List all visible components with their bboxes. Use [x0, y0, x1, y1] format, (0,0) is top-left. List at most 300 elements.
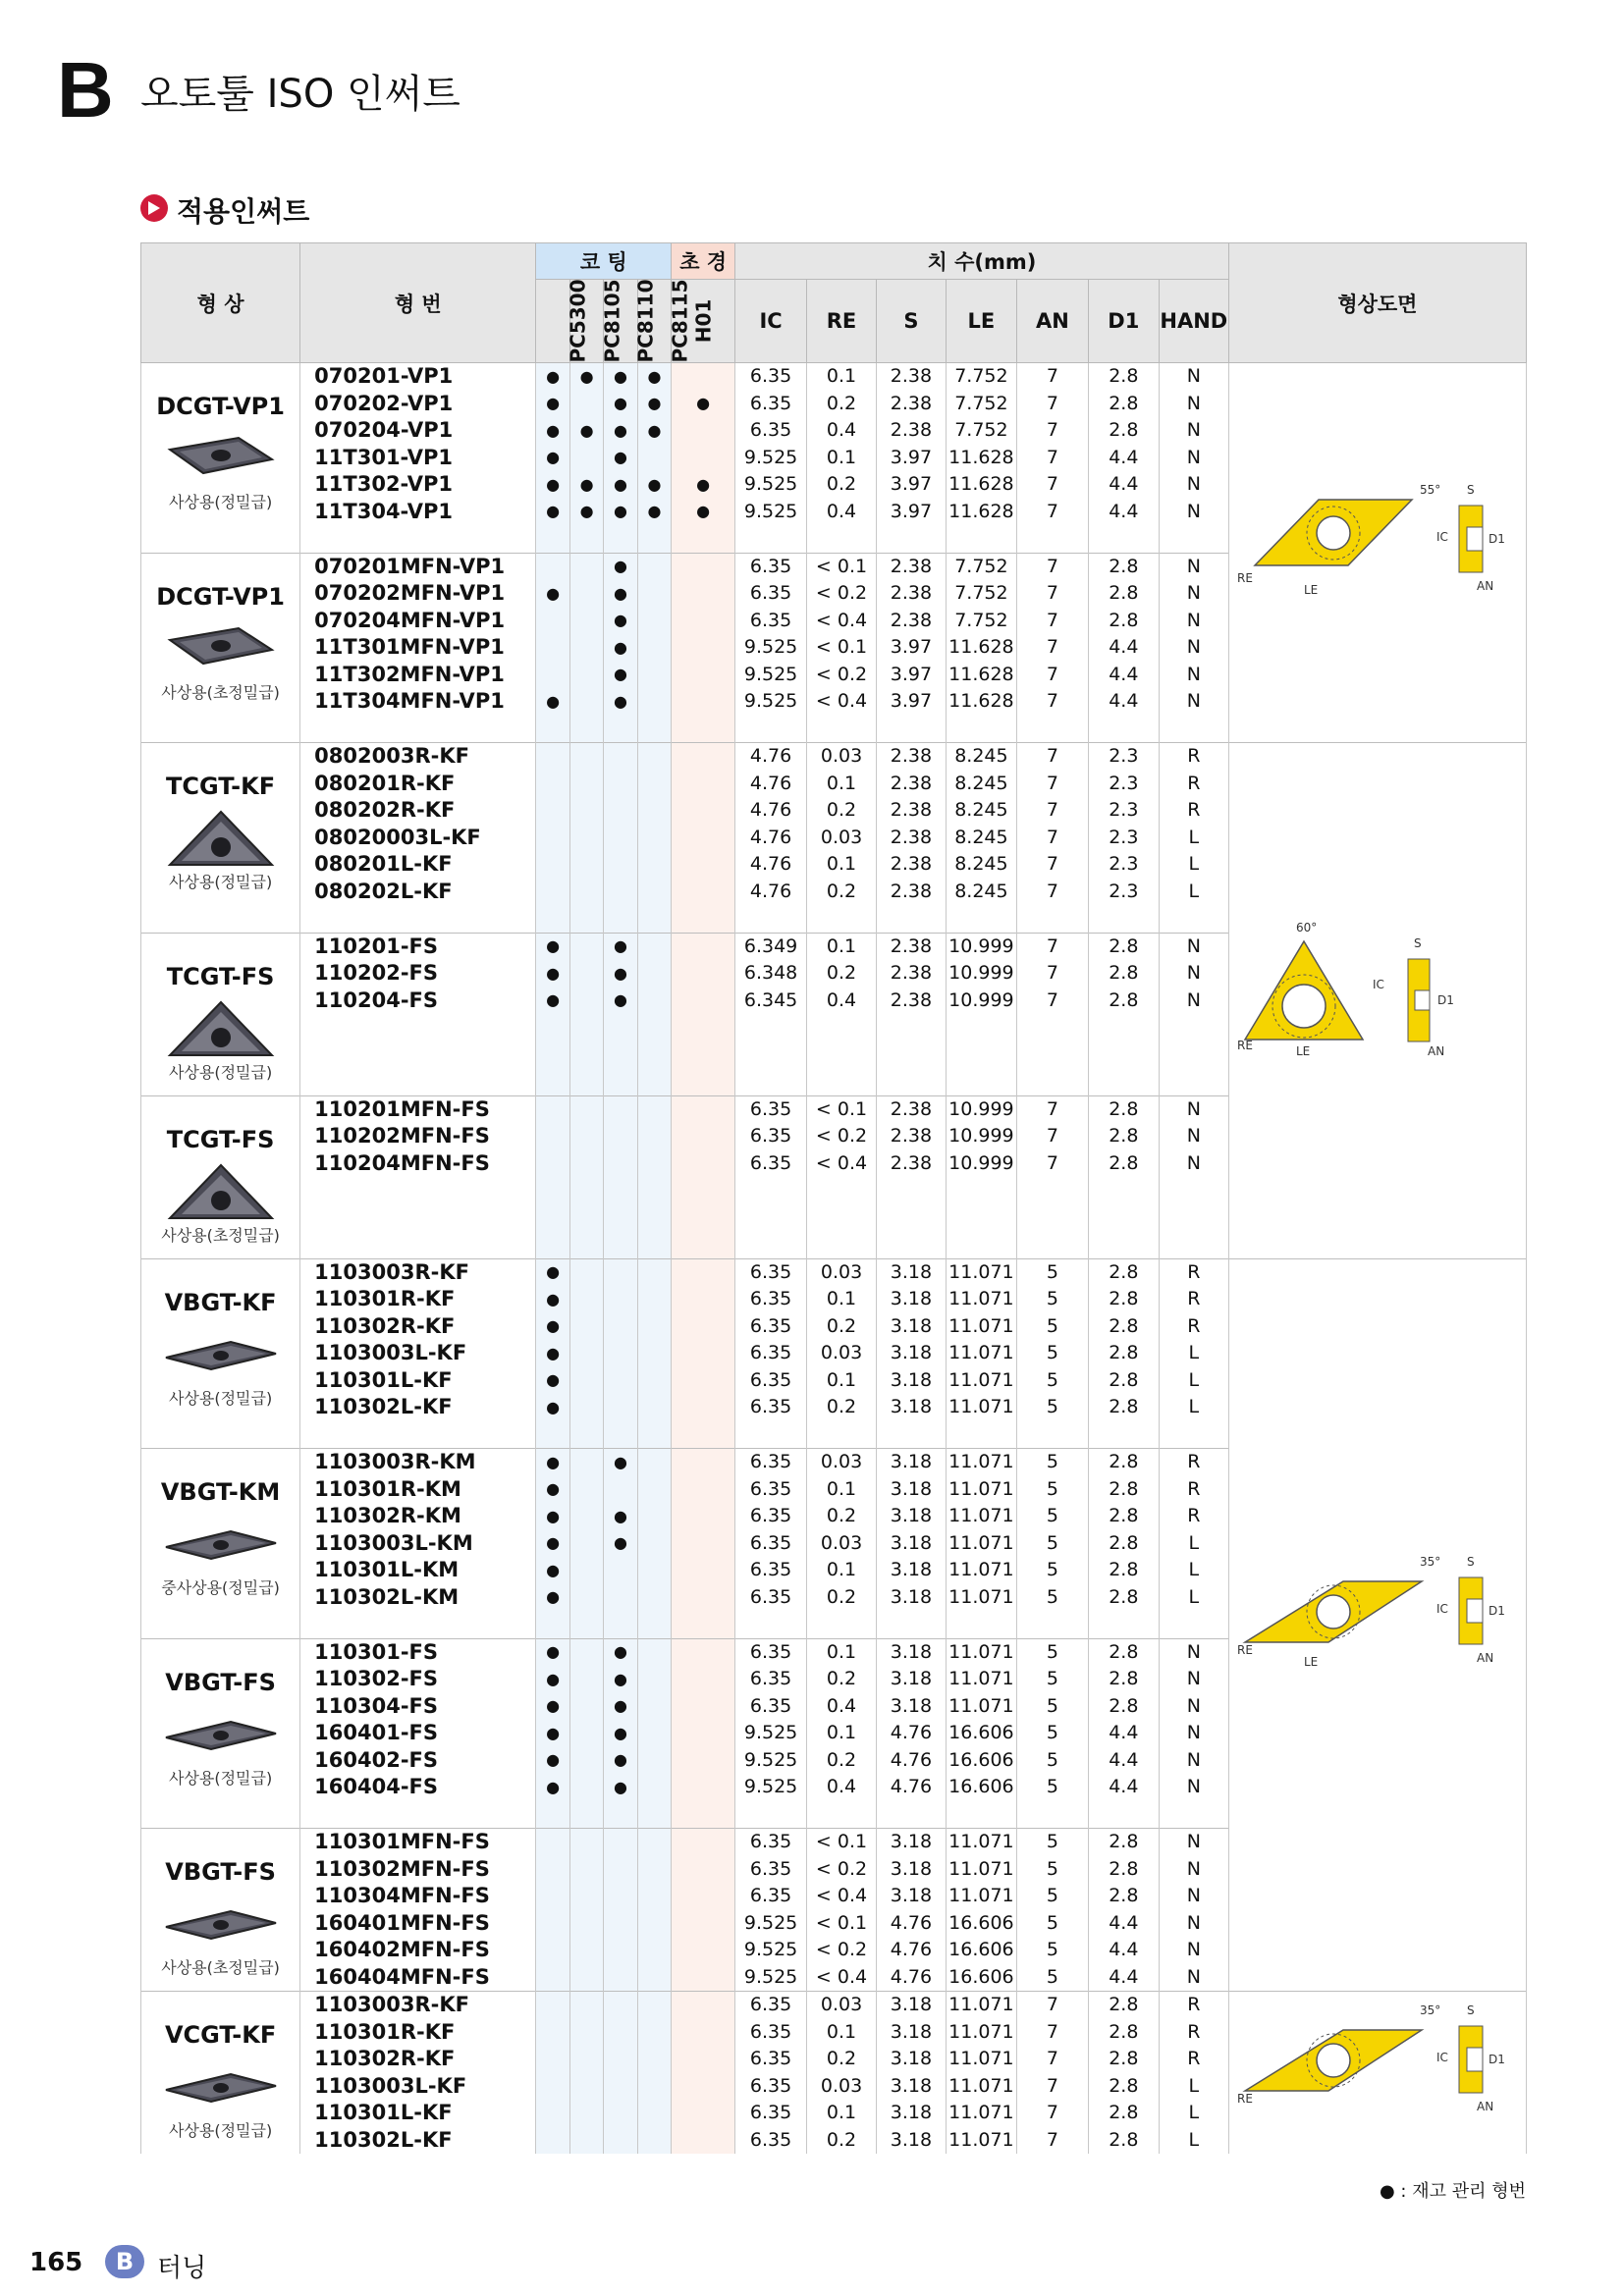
- grade-availability: [604, 797, 637, 825]
- grade-availability: [604, 2127, 637, 2155]
- grade-availability: ●: [672, 391, 735, 418]
- grade-availability: [637, 1068, 671, 1095]
- section-title: 적용인써트: [177, 195, 310, 228]
- grade-availability: ●: [536, 391, 569, 418]
- dimension-value: 2.8: [1088, 363, 1159, 391]
- grade-availability: [672, 363, 735, 391]
- grade-availability: ●: [536, 1557, 569, 1584]
- grade-availability: [536, 905, 569, 933]
- grade-availability: [536, 1177, 569, 1204]
- grade-availability: ●: [637, 417, 671, 445]
- chapter-letter: B: [57, 46, 114, 133]
- dimension-value: 4.76: [735, 825, 807, 852]
- dimension-value: 2.3: [1088, 743, 1159, 771]
- dimension-value: 4.4: [1088, 445, 1159, 472]
- part-number: 160404MFN-FS: [300, 1964, 536, 1992]
- dimension-value: 7: [1016, 825, 1088, 852]
- dimension-value: [876, 525, 946, 553]
- dimension-value: 0.2: [807, 797, 877, 825]
- grade-availability: [569, 905, 603, 933]
- chapter-title: 오토툴 ISO 인써트: [140, 72, 460, 117]
- drawing-label: AN: [1427, 1044, 1445, 1059]
- drawing-cell: [1228, 743, 1526, 1259]
- dimension-value: 6.35: [735, 1557, 807, 1584]
- dimension-value: 11.628: [946, 634, 1016, 662]
- insert-type-name: VBGT-FS: [165, 1668, 276, 1696]
- bullet-arrow-icon: [140, 194, 168, 222]
- dimension-value: L: [1159, 2100, 1228, 2127]
- dimension-value: 0.03: [807, 1530, 877, 1558]
- dimension-value: < 0.4: [807, 1964, 877, 1992]
- dimension-value: 2.38: [876, 825, 946, 852]
- dimension-value: 11.071: [946, 1286, 1016, 1313]
- grade-availability: ●: [604, 662, 637, 689]
- dimension-value: 0.4: [807, 417, 877, 445]
- grade-availability: [637, 1829, 671, 1856]
- dimension-value: 2.8: [1088, 391, 1159, 418]
- grade-availability: [637, 1503, 671, 1530]
- drawing-label: AN: [1476, 2099, 1494, 2113]
- grade-availability: [637, 2100, 671, 2127]
- grade-availability: [672, 1557, 735, 1584]
- grade-availability: [604, 1014, 637, 1041]
- dimension-value: [1088, 1801, 1159, 1829]
- grade-availability: [569, 1476, 603, 1504]
- part-number: 110201MFN-FS: [300, 1095, 536, 1123]
- dimension-value: 6.35: [735, 2127, 807, 2155]
- dimension-value: 2.8: [1088, 960, 1159, 988]
- grade-availability: [536, 2046, 569, 2073]
- grade-availability: ●: [569, 471, 603, 499]
- drawing-label: RE: [1236, 571, 1253, 585]
- grade-availability: [672, 662, 735, 689]
- dimension-value: 9.525: [735, 662, 807, 689]
- dimension-value: < 0.2: [807, 580, 877, 608]
- drawing-label: IC: [1435, 530, 1448, 544]
- drawing-header: 형상도면: [1228, 243, 1526, 363]
- dimension-value: N: [1159, 1883, 1228, 1910]
- dimension-value: 0.1: [807, 933, 877, 960]
- dimension-value: 2.38: [876, 1123, 946, 1150]
- part-number: 080201L-KF: [300, 851, 536, 879]
- dimension-value: 0.1: [807, 1367, 877, 1395]
- grade-availability: [637, 445, 671, 472]
- dimension-value: 7: [1016, 2019, 1088, 2047]
- dimension-value: 3.97: [876, 662, 946, 689]
- dimension-value: 4.76: [735, 771, 807, 798]
- grade-availability: ●: [536, 688, 569, 716]
- part-number: 110301R-KF: [300, 2019, 536, 2047]
- dimension-value: 6.35: [735, 2019, 807, 2047]
- part-number: 110302R-KF: [300, 1313, 536, 1341]
- dimension-value: 2.38: [876, 1095, 946, 1123]
- insert-shape-cell: [141, 1095, 300, 1258]
- dimension-value: 0.03: [807, 825, 877, 852]
- dimension-value: 3.97: [876, 499, 946, 526]
- grade-availability: ●: [604, 960, 637, 988]
- grade-availability: ●: [637, 471, 671, 499]
- dimension-value: 6.35: [735, 1693, 807, 1721]
- dimension-value: 7: [1016, 851, 1088, 879]
- dimension-value: 3.18: [876, 1666, 946, 1693]
- dimension-value: 4.76: [876, 1937, 946, 1964]
- part-number: 110304MFN-FS: [300, 1883, 536, 1910]
- dimension-value: N: [1159, 391, 1228, 418]
- grade-availability: [569, 851, 603, 879]
- grade-availability: [637, 1476, 671, 1504]
- dimension-value: [946, 1068, 1016, 1095]
- grade-availability: ●: [637, 363, 671, 391]
- part-number: 1103003R-KF: [300, 1992, 536, 2019]
- dimension-value: N: [1159, 1747, 1228, 1775]
- dimension-value: 6.349: [735, 933, 807, 960]
- dimension-value: 3.97: [876, 471, 946, 499]
- drawing-label: 60°: [1295, 921, 1318, 935]
- grade-availability: [637, 553, 671, 580]
- grade-availability: [637, 1449, 671, 1476]
- dimension-value: 2.3: [1088, 879, 1159, 906]
- insert-type-name: TCGT-KF: [166, 773, 276, 800]
- dimension-value: N: [1159, 662, 1228, 689]
- dimension-value: 4.4: [1088, 662, 1159, 689]
- grade-availability: [604, 743, 637, 771]
- grade-availability: [637, 1720, 671, 1747]
- dimension-value: 11.071: [946, 1449, 1016, 1476]
- part-number: [300, 1231, 536, 1258]
- grade-availability: [536, 1150, 569, 1178]
- drawing-label: 35°: [1419, 1555, 1441, 1570]
- col-an: AN: [1016, 280, 1088, 363]
- dimension-value: 9.525: [735, 688, 807, 716]
- dimension-value: 2.38: [876, 553, 946, 580]
- dimension-value: 11.071: [946, 2100, 1016, 2127]
- grade-availability: [637, 933, 671, 960]
- dimension-value: 16.606: [946, 1910, 1016, 1938]
- dimension-value: 3.18: [876, 1367, 946, 1395]
- dimension-value: 2.38: [876, 1150, 946, 1178]
- dimension-value: 0.4: [807, 1774, 877, 1801]
- carbide-header: 초 경: [672, 243, 735, 280]
- grade-availability: [604, 2046, 637, 2073]
- dimension-value: < 0.2: [807, 662, 877, 689]
- dimension-value: 0.2: [807, 1313, 877, 1341]
- part-number: 110301R-KM: [300, 1476, 536, 1504]
- grade-availability: ●: [536, 1530, 569, 1558]
- grade-availability: ●: [604, 417, 637, 445]
- grade-availability: [672, 1068, 735, 1095]
- dimension-value: 2.38: [876, 363, 946, 391]
- grade-availability: [604, 1041, 637, 1069]
- dimension-value: 16.606: [946, 1720, 1016, 1747]
- dimension-value: 4.4: [1088, 634, 1159, 662]
- drawing-label: 55°: [1419, 483, 1441, 497]
- grade-availability: [604, 1394, 637, 1421]
- grade-availability: ●: [604, 1666, 637, 1693]
- grade-pc8105: PC8105: [569, 280, 603, 363]
- dimension-value: 7: [1016, 688, 1088, 716]
- part-number: 11T302-VP1: [300, 471, 536, 499]
- dimension-value: 0.03: [807, 2073, 877, 2101]
- dimension-value: R: [1159, 1313, 1228, 1341]
- part-number: 160402MFN-FS: [300, 1937, 536, 1964]
- grade-availability: [672, 2127, 735, 2155]
- grade-availability: [569, 391, 603, 418]
- dimension-value: 4.4: [1088, 1774, 1159, 1801]
- part-number: 1103003L-KF: [300, 1340, 536, 1367]
- dimension-value: 3.18: [876, 1883, 946, 1910]
- grade-availability: [672, 988, 735, 1015]
- dimension-value: R: [1159, 771, 1228, 798]
- dimension-value: [735, 905, 807, 933]
- dimension-value: 7: [1016, 797, 1088, 825]
- dimension-value: 7: [1016, 608, 1088, 635]
- dimension-value: 6.35: [735, 1340, 807, 1367]
- part-number: 110302-FS: [300, 1666, 536, 1693]
- grade-availability: [604, 1313, 637, 1341]
- grade-availability: [637, 879, 671, 906]
- grade-availability: [569, 1611, 603, 1638]
- dimension-value: 2.8: [1088, 1693, 1159, 1721]
- dimension-value: 0.1: [807, 2019, 877, 2047]
- dimension-value: N: [1159, 608, 1228, 635]
- dimension-value: 2.38: [876, 851, 946, 879]
- grade-availability: [604, 1421, 637, 1449]
- grade-availability: ●: [536, 1503, 569, 1530]
- grade-availability: ●: [569, 417, 603, 445]
- dimension-value: [946, 1204, 1016, 1232]
- grade-availability: [604, 2073, 637, 2101]
- drawing-cell: [1228, 1258, 1526, 1992]
- grade-availability: ●: [604, 688, 637, 716]
- dimension-value: [946, 1801, 1016, 1829]
- dimension-value: L: [1159, 1367, 1228, 1395]
- insert-type-name: VBGT-KM: [160, 1478, 281, 1506]
- dimension-value: 6.35: [735, 1286, 807, 1313]
- dimension-value: 2.8: [1088, 608, 1159, 635]
- grade-availability: [637, 525, 671, 553]
- dimension-value: [1159, 1068, 1228, 1095]
- dimension-value: 0.2: [807, 2046, 877, 2073]
- part-number: 160404-FS: [300, 1774, 536, 1801]
- dimension-value: < 0.1: [807, 634, 877, 662]
- dimension-value: 9.525: [735, 1747, 807, 1775]
- grade-availability: [569, 1068, 603, 1095]
- part-number: 110202MFN-FS: [300, 1123, 536, 1150]
- grade-availability: [569, 933, 603, 960]
- dimension-value: 3.18: [876, 1638, 946, 1666]
- grade-availability: [637, 988, 671, 1015]
- dimension-value: 0.2: [807, 391, 877, 418]
- dimension-value: 0.1: [807, 851, 877, 879]
- dimension-value: N: [1159, 471, 1228, 499]
- grade-availability: [536, 2073, 569, 2101]
- dimension-value: 0.2: [807, 1666, 877, 1693]
- dimension-value: 4.76: [735, 743, 807, 771]
- dimension-value: 6.345: [735, 988, 807, 1015]
- grade-availability: [637, 2127, 671, 2155]
- dimension-value: N: [1159, 553, 1228, 580]
- dimension-value: R: [1159, 1286, 1228, 1313]
- grade-availability: [569, 1150, 603, 1178]
- part-number: [300, 1204, 536, 1232]
- grade-availability: ●: [536, 1476, 569, 1504]
- grade-availability: [569, 1286, 603, 1313]
- dimension-value: 10.999: [946, 1150, 1016, 1178]
- dimension-value: 7.752: [946, 608, 1016, 635]
- insert-shape-cell: [141, 1992, 300, 2155]
- dimension-value: 0.1: [807, 363, 877, 391]
- grade-availability: [536, 1992, 569, 2019]
- grade-availability: [536, 1095, 569, 1123]
- dimension-value: 7: [1016, 960, 1088, 988]
- dimension-value: L: [1159, 2073, 1228, 2101]
- dimension-value: [876, 1068, 946, 1095]
- insert-type-name: TCGT-FS: [166, 1125, 275, 1153]
- part-number: 110302R-KM: [300, 1503, 536, 1530]
- dimension-value: 2.8: [1088, 1394, 1159, 1421]
- dimension-value: [1088, 1204, 1159, 1232]
- dimension-value: 2.38: [876, 933, 946, 960]
- dimension-value: 4.76: [735, 851, 807, 879]
- dimension-value: 6.35: [735, 1150, 807, 1178]
- grade-availability: [604, 1476, 637, 1504]
- grade-availability: [604, 1286, 637, 1313]
- page-number: 165: [29, 2248, 83, 2277]
- grade-availability: [672, 743, 735, 771]
- dimension-value: 4.4: [1088, 688, 1159, 716]
- dimension-value: 6.35: [735, 553, 807, 580]
- grade-availability: [569, 1584, 603, 1612]
- grade-availability: ●: [536, 499, 569, 526]
- dimension-value: 4.76: [735, 879, 807, 906]
- dimension-value: 4.76: [876, 1774, 946, 1801]
- insert-photo-icon: [162, 1894, 280, 1956]
- grade-availability: [637, 1258, 671, 1286]
- grade-availability: [569, 1720, 603, 1747]
- dimension-value: 5: [1016, 1394, 1088, 1421]
- dimension-value: 7.752: [946, 391, 1016, 418]
- insert-photo-icon: [162, 998, 280, 1061]
- grade-availability: [672, 1774, 735, 1801]
- drawing-cell: [1228, 363, 1526, 743]
- grade-availability: ●: [604, 988, 637, 1015]
- dimension-value: < 0.4: [807, 608, 877, 635]
- dimension-value: 10.999: [946, 960, 1016, 988]
- dimension-value: [1016, 1041, 1088, 1069]
- dimension-value: [876, 1041, 946, 1069]
- dimension-value: 5: [1016, 1910, 1088, 1938]
- grade-availability: [536, 1231, 569, 1258]
- dimension-value: 7.752: [946, 417, 1016, 445]
- grade-availability: [569, 1774, 603, 1801]
- insert-photo-icon: [162, 1514, 280, 1576]
- part-number: 070202MFN-VP1: [300, 580, 536, 608]
- dimension-value: 3.18: [876, 1394, 946, 1421]
- dimension-value: [735, 1177, 807, 1204]
- insert-shape-cell: [141, 553, 300, 743]
- dimension-value: 4.4: [1088, 1964, 1159, 1992]
- grade-availability: [637, 1231, 671, 1258]
- dimension-value: 7: [1016, 553, 1088, 580]
- dimension-value: [1016, 1014, 1088, 1041]
- grade-availability: ●: [536, 1666, 569, 1693]
- grade-availability: ●: [536, 1693, 569, 1721]
- grade-availability: [604, 1584, 637, 1612]
- dimension-value: 5: [1016, 1856, 1088, 1884]
- dimension-value: N: [1159, 1693, 1228, 1721]
- grade-availability: [637, 960, 671, 988]
- dimension-value: 3.18: [876, 2127, 946, 2155]
- grade-availability: [672, 1584, 735, 1612]
- grade-availability: [569, 1693, 603, 1721]
- grade-availability: ●: [604, 1720, 637, 1747]
- dimension-value: N: [1159, 1638, 1228, 1666]
- dimension-value: 10.999: [946, 933, 1016, 960]
- dimension-value: 6.35: [735, 1313, 807, 1341]
- grade-availability: ●: [604, 1774, 637, 1801]
- grade-availability: [672, 688, 735, 716]
- insert-photo-icon: [162, 1704, 280, 1767]
- dimension-value: 3.18: [876, 2019, 946, 2047]
- grade-availability: [672, 1937, 735, 1964]
- grade-availability: ●: [604, 580, 637, 608]
- insert-type-name: VCGT-KF: [164, 2021, 277, 2049]
- dimension-value: 2.8: [1088, 1856, 1159, 1884]
- grade-availability: [569, 1747, 603, 1775]
- dimension-value: 11.628: [946, 662, 1016, 689]
- grade-availability: [536, 1829, 569, 1856]
- dimension-value: L: [1159, 1584, 1228, 1612]
- dimension-value: 3.18: [876, 2100, 946, 2127]
- grade-availability: [536, 1910, 569, 1938]
- dimension-value: 6.35: [735, 1530, 807, 1558]
- dimension-value: 11.071: [946, 1530, 1016, 1558]
- dimension-value: 9.525: [735, 499, 807, 526]
- grade-availability: ●: [604, 1449, 637, 1476]
- drawing-label: D1: [1488, 1604, 1505, 1619]
- grade-availability: [604, 716, 637, 743]
- grade-availability: ●: [672, 471, 735, 499]
- grade-availability: [604, 905, 637, 933]
- grade-availability: [672, 608, 735, 635]
- chapter-badge: B: [105, 2245, 144, 2278]
- grade-availability: [672, 1394, 735, 1421]
- dimension-header: 치 수(mm): [735, 243, 1229, 280]
- dimension-value: 3.18: [876, 1584, 946, 1612]
- dimension-value: 2.8: [1088, 1123, 1159, 1150]
- part-number: 110301L-KM: [300, 1557, 536, 1584]
- dimension-value: 6.35: [735, 1638, 807, 1666]
- grade-availability: [604, 1910, 637, 1938]
- grade-availability: [637, 1774, 671, 1801]
- dimension-value: R: [1159, 2019, 1228, 2047]
- grade-availability: [536, 1801, 569, 1829]
- dimension-value: 5: [1016, 1937, 1088, 1964]
- grade-availability: ●: [536, 1313, 569, 1341]
- dimension-value: 16.606: [946, 1964, 1016, 1992]
- dimension-value: 11.071: [946, 1557, 1016, 1584]
- grade-availability: [672, 933, 735, 960]
- grade-availability: ●: [604, 391, 637, 418]
- grade-availability: [536, 2127, 569, 2155]
- grade-availability: [536, 771, 569, 798]
- grade-availability: [536, 1014, 569, 1041]
- part-number: 1103003R-KF: [300, 1258, 536, 1286]
- dimension-value: < 0.2: [807, 1123, 877, 1150]
- dimension-value: [1088, 1177, 1159, 1204]
- insert-type-name: VBGT-KF: [164, 1288, 277, 1316]
- dimension-value: 2.8: [1088, 1503, 1159, 1530]
